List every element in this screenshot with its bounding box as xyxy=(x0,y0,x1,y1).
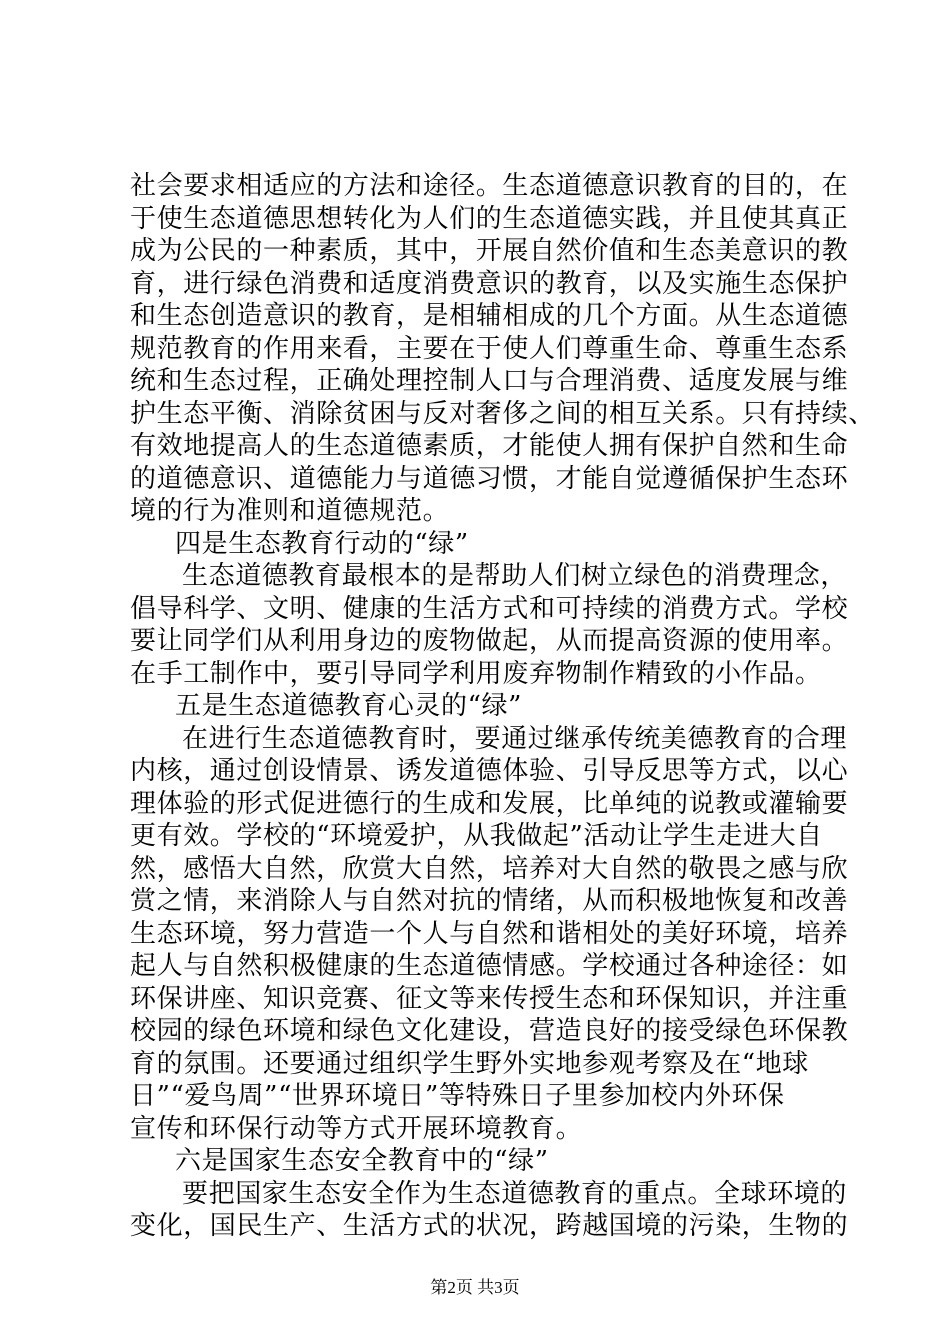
text-line: 理体验的形式促进德行的生成和发展，比单纯的说教或灌输要 xyxy=(130,788,849,819)
text-line: 和生态创造意识的教育，是相辅相成的几个方面。从生态道德 xyxy=(130,301,849,331)
text-line: 赏之情，来消除人与自然对抗的情绪，从而积极地恢复和改善 xyxy=(130,886,849,916)
text-line: 于使生态道德思想转化为人们的生态道德实践，并且使其真正 xyxy=(130,203,849,234)
document-body xyxy=(130,170,875,1243)
text-line: 更有效。学校的“环境爱护，从我做起”活动让学生走进大自 xyxy=(130,821,823,851)
section-heading: 六是国家生态安全教育中的“绿” xyxy=(175,1146,549,1176)
text-line: 育，进行绿色消费和适度消费意识的教育，以及实施生态保护 xyxy=(130,268,849,299)
text-line: 生态道德教育最根本的是帮助人们树立绿色的消费理念， xyxy=(182,561,848,591)
text-line: 社会要求相适应的方法和途径。生态道德意识教育的目的，在 xyxy=(130,171,849,201)
text-line: 育的氛围。还要通过组织学生野外实地参观考察及在“地球 xyxy=(130,1048,809,1079)
text-line: 在手工制作中，要引导同学利用废弃物制作精致的小作品。 xyxy=(130,658,822,689)
text-line: 有效地提高人的生态道德素质，才能使人拥有保护自然和生命 xyxy=(130,431,849,461)
text-line: 校园的绿色环境和绿色文化建设，营造良好的接受绿色环保教 xyxy=(130,1016,849,1046)
text-line: 起人与自然积极健康的生态道德情感。学校通过各种途径：如 xyxy=(130,951,849,981)
text-line: 在进行生态道德教育时，要通过继承传统美德教育的合理 xyxy=(182,723,848,754)
text-line: 要让同学们从利用身边的废物做起，从而提高资源的使用率。 xyxy=(130,626,849,656)
text-line: 内核，通过创设情景、诱发道德体验、引导反思等方式，以心 xyxy=(130,756,849,786)
text-line: 规范教育的作用来看，主要在于使人们尊重生命、尊重生态系 xyxy=(130,333,849,364)
section-heading: 五是生态道德教育心灵的“绿” xyxy=(175,691,522,721)
text-line: 宣传和环保行动等方式开展环境教育。 xyxy=(130,1113,583,1144)
text-line: 统和生态过程，正确处理控制人口与合理消费、适度发展与维 xyxy=(130,366,849,396)
text-line: 境的行为准则和道德规范。 xyxy=(130,496,450,526)
text-line: 护生态平衡、消除贫困与反对奢侈之间的相互关系。只有持续、 xyxy=(130,398,875,429)
text-line: 生态环境，努力营造一个人与自然和谐相处的美好环境，培养 xyxy=(130,918,849,949)
text-line: 然，感悟大自然，欣赏大自然，培养对大自然的敬畏之感与欣 xyxy=(130,853,849,884)
text-line: 环保讲座、知识竞赛、征文等来传授生态和环保知识，并注重 xyxy=(130,983,849,1014)
text-line: 倡导科学、文明、健康的生活方式和可持续的消费方式。学校 xyxy=(130,593,849,624)
section-heading: 四是生态教育行动的“绿” xyxy=(175,528,469,559)
page-footer xyxy=(0,1273,950,1298)
text-line: 成为公民的一种素质，其中，开展自然价值和生态美意识的教 xyxy=(130,236,849,266)
page-number-label: 第2页 共3页 xyxy=(430,1278,520,1297)
text-line: 的道德意识、道德能力与道德习惯，才能自觉遵循保护生态环 xyxy=(130,463,849,494)
text-line: 变化，国民生产、生活方式的状况，跨越国境的污染，生物的 xyxy=(130,1211,849,1241)
text-line: 要把国家生态安全作为生态道德教育的重点。全球环境的 xyxy=(182,1178,848,1209)
text-line: 日”“爱鸟周”“世界环境日”等特殊日子里参加校内外环保 xyxy=(130,1081,785,1111)
